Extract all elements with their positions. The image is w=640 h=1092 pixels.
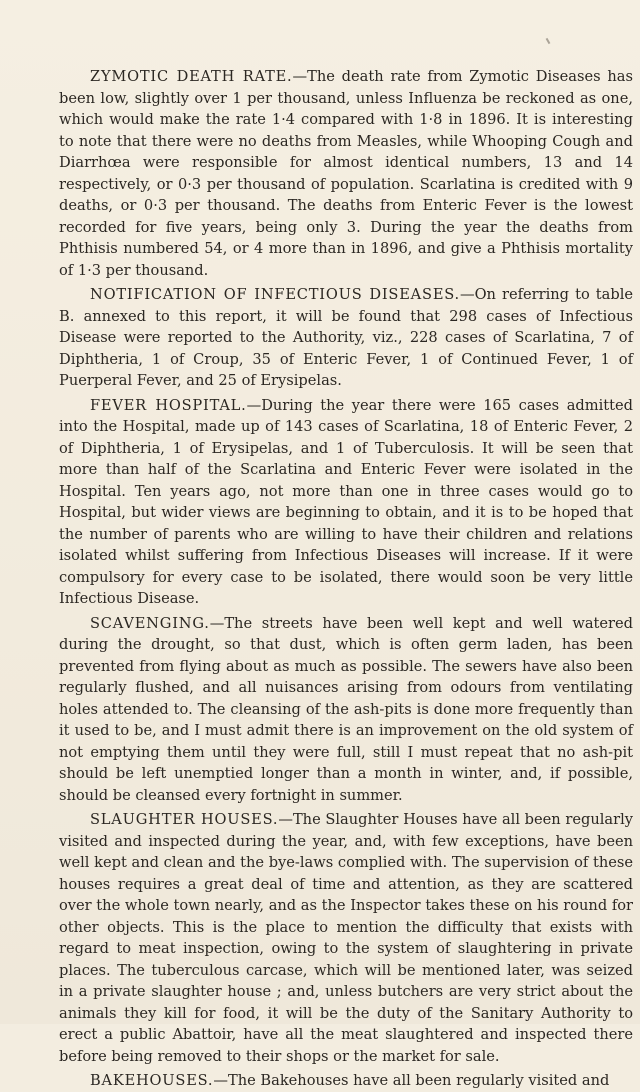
report-text bbox=[59, 66, 633, 1092]
paragraph-heading: NOTIFICATION OF INFECTIOUS DISEASES. bbox=[90, 286, 460, 303]
paragraph-body: —The streets have been well kept and well watered during the drought, so that dust, which is often germ laden, has been prevented from flying about as much as possible. The sewers have also been regularly flushed, and all nuisances arising from odours from ventilating holes attended to. The cleansing of the ash-pits is done more frequently than it used to be, and I must admit there is an improvement on the old system of not emptying them until they were full, still I must repeat that no ash-pit should be left unemptied longer than a month in winter, and, if possible, should be cleansed every fortnight in summer. bbox=[59, 614, 633, 804]
paragraph-heading: SCAVENGING. bbox=[90, 614, 210, 632]
paragraph-scavenging bbox=[59, 613, 633, 807]
margin-mark bbox=[546, 38, 551, 44]
paragraph-body: —On referring to table B. annexed to this report, it will be found that 298 cases of Infectious Disease were reported to the Authority, viz., 228 cases of Scarlatina, 7 of Diphtheria, 1 of Croup, 35 of Enteric Fever, 1 of Continued Fever, 1 of Puerperal Fever, and 25 of Erysipelas. bbox=[59, 286, 634, 389]
paragraph-heading: BAKEHOUSES. bbox=[90, 1072, 214, 1089]
paragraph-body: —During the year there were 165 cases admitted into the Hospital, made up of 143 cases of Scarlatina, 18 of Enteric Fever, 2 of Diphtheria, 1 of Erysipelas, and 1 of Tuberculosis. It will be seen that more than half of the Scarlatina and Enteric Fever were isolated in the Hospital. Ten years ago, not more than one in three cases would go to Hospital, but wider views are beginning to obtain, and it is to be hoped that the number of parents who are willing to have their children and relations isolated whilst suffering from Infectious Diseases will increase. If it were compulsory for every case to be isolated, there would soon be very little Infectious Disease. bbox=[59, 396, 633, 607]
paragraph-fever-hospital bbox=[59, 395, 633, 610]
paragraph-bakehouses bbox=[59, 1070, 633, 1092]
paragraph-slaughter-houses bbox=[59, 809, 633, 1067]
paragraph-heading: SLAUGHTER HOUSES. bbox=[90, 811, 279, 828]
paragraph-body: —The death rate from Zymotic Diseases has been low, slightly over 1 per thousand, unless Influenza be reckoned as one, which would make the rate 1·4 compared with 1·8 in 1896. It is interesting to note that there were no deaths from Measles, while Whooping Cough and Diarrhœa were responsible for almost identical numbers, 13 and 14 respectively, or 0·3 per thousand of population. Scarlatina is credited with 9 deaths, or 0·3 per thousand. The deaths from Enteric Fever is the lowest recorded for five years, being only 3. During the year the deaths from Phthisis numbered 54, or 4 more than in 1896, and give a Phthisis mortality of 1·3 per thousand. bbox=[59, 68, 633, 279]
paragraph-heading: ZYMOTIC DEATH RATE. bbox=[90, 68, 293, 85]
paragraph-heading: FEVER HOSPITAL. bbox=[90, 396, 247, 414]
paragraph-body: —The Slaughter Houses have all been regularly visited and inspected during the year, and, with few exceptions, have been well kept and clean and the bye-laws complied with. The supervision of these houses requires a great deal of time and attention, as they are scattered over the whole town nearly, and as the Inspector takes these on his round for other objects. This is the place to mention the difficulty that exists with regard to meat inspection, owing to the system of slaughtering in private places. The tuberculous carcase, which will be mentioned later, was seized in a private slaughter house ; and, unless butchers are very strict about the animals they kill for food, it will be the duty of the Sanitary Authority to erect a public Abattoir, have all the meat slaughtered and inspected there before being removed to their shops or the market for sale. bbox=[59, 811, 633, 1065]
paragraph-body: —The Bakehouses have all been regularly visited and bbox=[213, 1072, 610, 1089]
paragraph-zymotic-death-rate bbox=[59, 66, 633, 281]
paragraph-notification-infectious-diseases bbox=[59, 284, 633, 392]
